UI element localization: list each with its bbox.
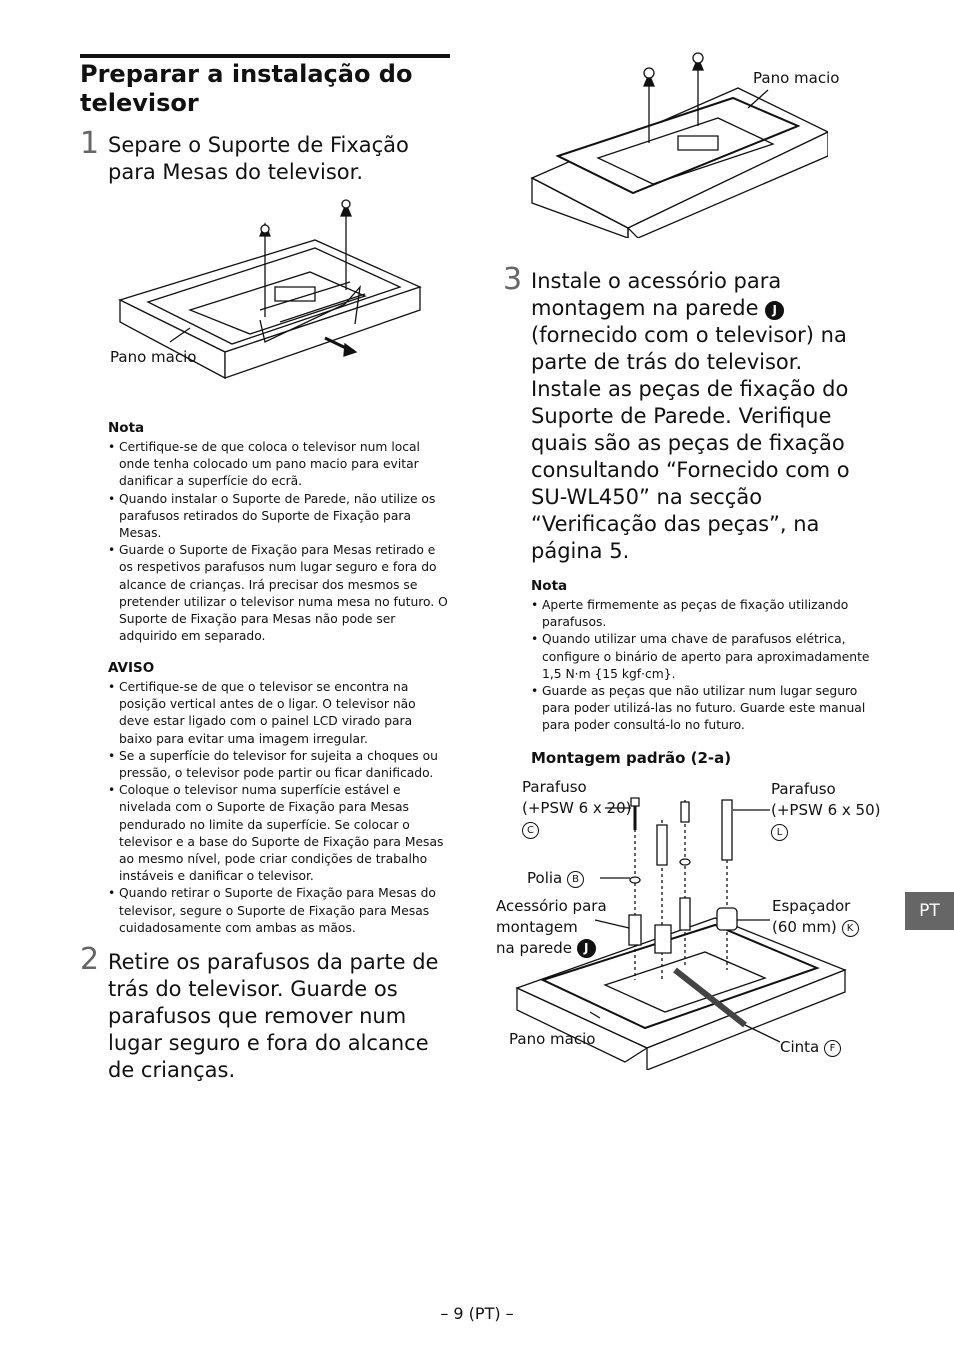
nota-3-item: • Aperte firmemente as peças de fixação utilizando parafusos. [531,597,876,631]
fig3-screw-c-label [522,777,631,840]
fig2-soft-cloth-label: Pano macio [753,69,840,87]
marker-f-icon: F [824,1040,841,1057]
aviso-item: • Se a superfície do televisor for sujeita a choques ou pressão, o televisor pode partir ou ficar danificado. [108,748,448,782]
nota-3-item: • Guarde as peças que não utilizar num lugar seguro para poder utilizá-las no futuro. Guarde este manual para poder consultá-lo no futuro. [531,683,876,735]
nota-1-list [108,439,448,645]
fig3-spacer-line1: Espaçador [772,897,851,915]
page-title: Preparar a instalação do televisor [80,60,413,117]
marker-j-icon: J [577,939,596,958]
fig3-soft-cloth-label: Pano macio [509,1030,596,1048]
nota-1-item: • Certifique-se de que coloca o televisor num local onde tenha colocado um pano macio para evitar danificar a superfície do ecrã. [108,439,448,491]
fig3-belt-text: Cinta [780,1038,820,1056]
fig3-bracket-line1: Acessório para [496,897,607,915]
fig3-bracket-line2: montagem [496,918,578,936]
step-3-text-after: (fornecido com o televisor) na parte de trás do televisor. Instale as peças de fixação do Suporte de Parede. Verifique quais são as peças de fixação consultando “Fornecido com o SU-WL450” na secção “Verificação das peças”, na página 5. [531,323,850,563]
fig3-screw-c-line2: (+PSW 6 x 20) [522,799,632,817]
nota-3-item: • Quando utilizar uma chave de parafusos elétrica, configure o binário de aperto para aproximadamente 1,5 N·m {15 kgf·cm}. [531,631,876,683]
step-2-number: 2 [80,942,100,977]
fig3-pulley-text: Polia [527,869,563,887]
fig3-screw-c-line1: Parafuso [522,778,587,796]
aviso-heading: AVISO [108,660,155,676]
fig3-screw-l-label [771,779,880,842]
step-1-text: Separe o Suporte de Fixação para Mesas do televisor. [108,133,409,184]
marker-b-icon: B [567,871,584,888]
fig3-heading: Montagem padrão (2-a) [531,749,732,767]
fig3-spacer-line2: (60 mm) [772,918,837,936]
step-3-number: 3 [503,262,523,297]
aviso-item: • Quando retirar o Suporte de Fixação para Mesas do televisor, segure o Suporte de Fixação para Mesas cuidadosamente com ambas as mãos. [108,885,448,937]
nota-3-list [531,597,876,735]
fig3-bracket-label [496,896,607,959]
page-number: – 9 (PT) – [440,1304,514,1323]
nota-1-item: • Quando instalar o Suporte de Parede, não utilize os parafusos retirados do Suporte de Fixação para Mesas. [108,491,448,543]
marker-j-icon: J [765,301,784,320]
step-3-text-before: Instale o acessório para montagem na parede [531,269,782,320]
fig3-spacer-label [772,896,859,938]
language-tab: PT [905,892,954,930]
aviso-item: • Coloque o televisor numa superfície estável e nivelada com o Suporte de Fixação para Mesas pendurado no limite da superfície. Se colocar o televisor e a base do Suporte de Fixação para Mesas ao mesmo nível, pode criar condições de trabalho instáveis e danificar o televisor. [108,782,448,885]
fig3-screw-l-line1: Parafuso [771,780,836,798]
step-2-text: Retire os parafusos da parte de trás do televisor. Guarde os parafusos que remover num lugar seguro e fora do alcance de crianças. [108,950,439,1082]
step-1-number: 1 [80,126,100,161]
marker-l-icon: L [771,824,788,841]
fig1-soft-cloth-label: Pano macio [110,348,197,366]
aviso-item: • Certifique-se de que o televisor se encontra na posição vertical antes de o ligar. O televisor não deve estar ligado com o painel LCD virado para baixo para evitar uma imagem irregular. [108,679,448,748]
fig3-bracket-line3: na parede [496,939,572,957]
marker-c-icon: C [522,822,539,839]
fig3-screw-l-line2: (+PSW 6 x 50) [771,801,881,819]
aviso-list [108,679,448,937]
marker-k-icon: K [842,920,859,937]
fig3-belt-label [780,1037,841,1058]
title-rule [80,54,450,58]
nota-1-item: • Guarde o Suporte de Fixação para Mesas retirado e os respetivos parafusos num lugar seguro e fora do alcance de crianças. Irá precisar dos mesmos se pretender utilizar o televisor numa mesa no futuro. O Suporte de Fixação para Mesas não pode ser adquirido em separado. [108,542,448,645]
step-3-text [531,268,871,565]
nota-1-heading: Nota [108,420,145,436]
fig3-pulley-label [527,868,584,889]
nota-3-heading: Nota [531,578,568,594]
